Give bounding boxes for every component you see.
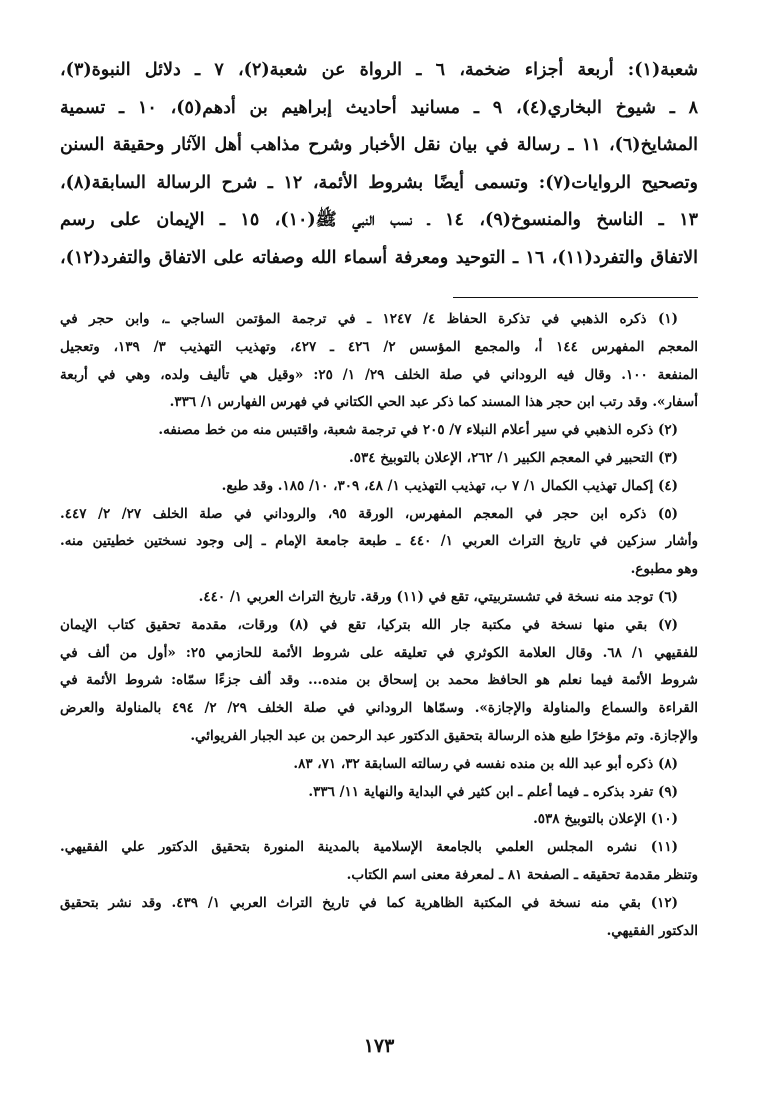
footnote-line: أسفار». وقد رتب ابن حجر هذا المسند كما ذكر عبد الحي الكتاني في فهرس الفهارس ١/ ٣٣٦. [169,394,698,411]
footnote-line: شروط الأئمة فيما نعلم هو الحافظ محمد بن إسحاق بن منده... وقد ألف جزءًا سمّاه: شروط الأئمة في [60,672,698,689]
main-text-line: وتصحيح الروايات(٧): وتسمى أيضًا بشروط الأئمة، ١٢ ـ شرح الرسالة السابقة(٨)، [60,172,698,193]
footnote-line: وأشار سزكين في تاريخ التراث العربي ١/ ٤٤٠ ـ طبعة جامعة الإمام ـ إلى وجود نسختين خطيتين منه. [60,533,698,550]
footnote-3 [60,445,698,473]
footnote-8 [60,751,698,779]
footnote-5 [60,501,698,584]
footnote-line: (٥) ذكره ابن حجر في المعجم المفهرس، الورقة ٩٥، والروداني في صلة الخلف ٢٧/ ٢/ ٤٤٧. [60,505,678,522]
footnote-line: المعجم المفهرس ١٤٤ أ، والمجمع المؤسس ٢/ ٤٢٦ ـ ٤٢٧، وتهذيب التهذيب ٣/ ١٣٩، وتعجيل [60,338,699,355]
main-text-line: ٨ ـ شيوخ البخاري(٤)، ٩ ـ مسانيد أحاديث إبراهيم بن أدهم(٥)، ١٠ ـ تسمية [60,97,699,118]
page-number: ١٧٣ [363,1035,395,1057]
main-text-line: المشايخ(٦)، ١١ ـ رسالة في بيان نقل الأخبار وشرح مذاهب أهل الآثار وحقيقة السنن [60,135,698,155]
main-text-line: الاتفاق والتفرد(١١)، ١٦ ـ التوحيد ومعرفة أسماء الله وصفاته على الاتفاق والتفرد(١٢)، [60,247,698,268]
footnote-line: القراءة والسماع والمناولة والإجازة». وسمّاها الروداني في صلة الخلف ٢٩/ ٢/ ٤٩٤ بالمناولة والعرض [60,700,698,717]
footnote-6 [60,584,698,612]
footnote-line: والإجازة. وتم مؤخرًا طبع هذه الرسالة بتحقيق الدكتور عبد الرحمن بن عبد الجبار الفريوائي. [190,727,698,744]
footnote-10 [60,806,698,834]
footnote-line: (٧) بقي منها نسخة في مكتبة جار الله بتركيا، تقع في (٨) ورقات، مقدمة تحقيق كتاب الإيمان [60,616,678,633]
footnote-11 [60,834,698,890]
footnote-line: الدكتور الفقيهي. [606,922,698,939]
footnote-2 [60,417,698,445]
footnote-line: وهو مطبوع. [630,561,698,578]
main-text [60,52,698,277]
footnote-line: (٦) توجد منه نسخة في تشستربيتي، تقع في (١١) ورقة. تاريخ التراث العربي ١/ ٤٤٠. [198,588,678,605]
footnote-9 [60,779,698,807]
footnotes [60,306,698,945]
footnote-line: (٩) تفرد بذكره ـ فيما أعلم ـ ابن كثير في البداية والنهاية ١١/ ٣٣٦. [308,783,678,800]
footnote-4 [60,473,698,501]
footnote-1 [60,306,698,417]
footnote-separator [453,297,698,298]
footnote-line: (١) ذكره الذهبي في تذكرة الحفاظ ٤/ ١٢٤٧ ـ في ترجمة المؤتمن الساجي ـ، وابن حجر في [60,311,679,327]
footnote-12 [60,890,698,946]
footnote-7 [60,612,698,751]
footnote-line: (٣) التحبير في المعجم الكبير ١/ ٢٦٢، الإعلان بالتوبيخ ٥٣٤. [349,449,678,466]
footnote-line: وتنظر مقدمة تحقيقه ـ الصفحة ٨١ ـ لمعرفة معنى اسم الكتاب. [346,866,698,883]
footnote-line: (٨) ذكره أبو عبد الله بن منده نفسه في رسالته السابقة ٣٢، ٧١، ٨٣. [293,755,678,772]
footnote-line: (١٢) بقي منه نسخة في المكتبة الظاهرية كما في تاريخ التراث العربي ١/ ٤٣٩. وقد نشر بتحقيق [60,894,678,911]
footnote-line: المنفعة ١٠٠. وقال فيه الروداني في صلة الخلف ٢٩/ ١/ ٢٥: «وقيل هي تأليف ولده، وهي في أربعة [60,366,698,383]
main-text-line: ١٣ ـ الناسخ والمنسوخ(٩)، ١٤ ـ نسب النبي ﷺ(١٠)، ١٥ ـ الإيمان على رسم [60,210,698,230]
footnote-line: (١٠) الإعلان بالتوبيخ ٥٣٨. [533,811,678,828]
footnote-line: (٤) إكمال تهذيب الكمال ١/ ٧ ب، تهذيب التهذيب ١/ ٤٨، ٣٠٩، ١٠/ ١٨٥. وقد طبع. [221,477,678,494]
footnote-line: للفقيهي ١/ ٦٨. وقال العلامة الكوثري في تعليقه على شروط الأئمة للحازمي ٢٥: «أول من ألف في [60,644,698,661]
footnote-line: (١١) نشره المجلس العلمي بالجامعة الإسلامية بالمدينة المنورة بتحقيق الدكتور علي الفقيهي. [60,839,678,856]
main-text-line: شعبة(١): أربعة أجزاء ضخمة، ٦ ـ الرواة عن شعبة(٢)، ٧ ـ دلائل النبوة(٣)، [60,60,699,80]
footnote-line: (٢) ذكره الذهبي في سير أعلام النبلاء ٧/ ٢٠٥ في ترجمة شعبة، واقتبس منه من خط مصنفه. [158,422,678,439]
